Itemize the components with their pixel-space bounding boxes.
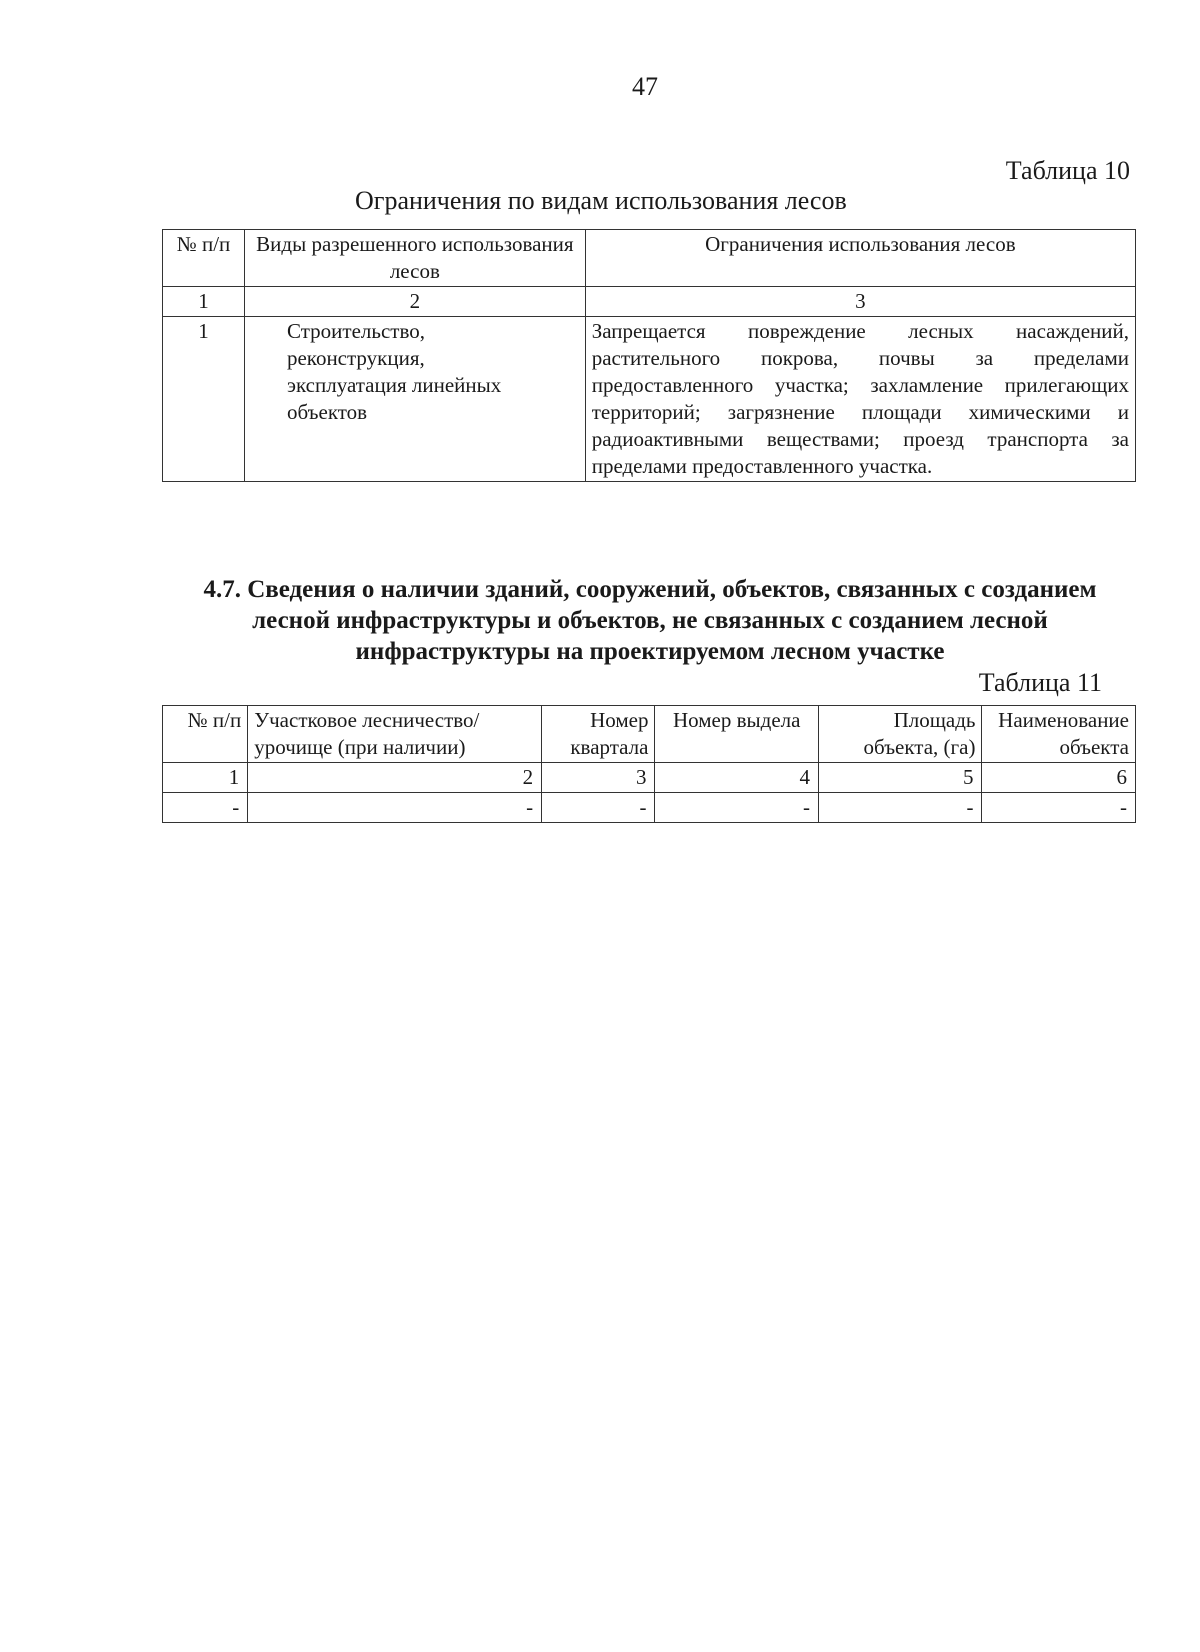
index-cell: 2 [248,763,542,793]
section-heading: 4.7. Сведения о наличии зданий, сооружений, объектов, связанных с созданием лесной инфраструктуры и объектов, не связанных с созданием лесной инфраструктуры на проектируемом лесном участке [203,576,1097,665]
header-plot: Номер выдела [655,706,819,763]
index-cell: 2 [244,287,585,317]
page-number: 47 [632,72,658,101]
table-index-row [163,763,1136,793]
empty-cell: - [163,793,248,823]
restriction-cell: Запрещается повреждение лесных насаждений, растительного покрова, почвы за пределами предоставленного участка; захламление прилегающих территорий; загрязнение площади химическими и радиоактивными веществами; проезд транспорта за пределами предоставленного участка. [585,317,1135,482]
index-cell: 3 [585,287,1135,317]
table-10 [162,229,1136,482]
empty-cell: - [542,793,655,823]
index-cell: 1 [163,763,248,793]
index-cell: 5 [818,763,982,793]
table-11 [162,705,1136,823]
table-row [163,317,1136,482]
empty-cell: - [982,793,1136,823]
header-area: Площадь объекта, (га) [818,706,982,763]
table-index-row [163,287,1136,317]
header-number: № п/п [163,706,248,763]
header-quarter: Номер квартала [542,706,655,763]
index-cell: 3 [542,763,655,793]
empty-cell: - [655,793,819,823]
index-cell: 4 [655,763,819,793]
table-header-row [163,706,1136,763]
header-object-name: Наименование объекта [982,706,1136,763]
usage-type-cell: Строительство, реконструкция, эксплуатация линейных объектов [244,317,585,482]
index-cell: 1 [163,287,245,317]
header-number: № п/п [163,230,245,287]
header-forestry: Участковое лесничество/ урочище (при наличии) [248,706,542,763]
empty-cell: - [248,793,542,823]
table-11-label: Таблица 11 [978,668,1102,697]
empty-cell: - [818,793,982,823]
header-restrictions: Ограничения использования лесов [585,230,1135,287]
table-header-row [163,230,1136,287]
table-row [163,793,1136,823]
header-usage-type: Виды разрешенного использования лесов [244,230,585,287]
row-number: 1 [163,317,245,482]
table-10-title: Ограничения по видам использования лесов [355,186,847,215]
table-10-label: Таблица 10 [1005,156,1130,185]
index-cell: 6 [982,763,1136,793]
